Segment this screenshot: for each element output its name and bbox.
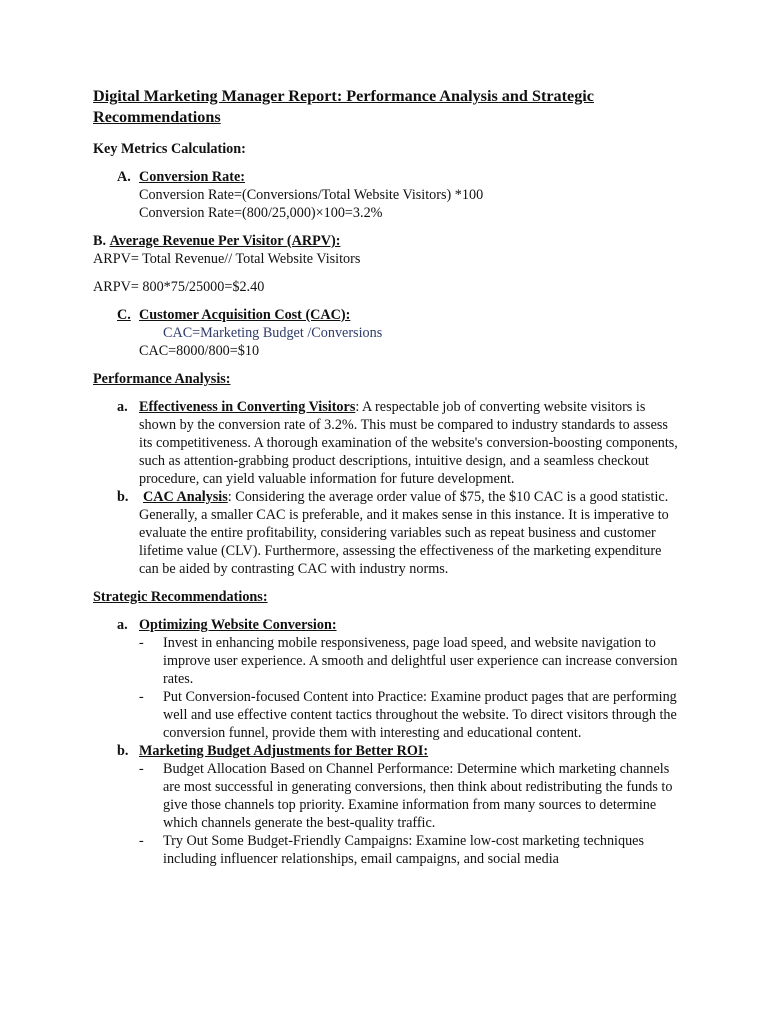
item-label: CAC Analysis bbox=[143, 489, 228, 505]
formula-line: Conversion Rate=(800/25,000)×100=3.2% bbox=[139, 205, 383, 221]
formula-line: CAC=Marketing Budget /Conversions bbox=[163, 325, 383, 341]
report-title: Digital Marketing Manager Report: Performance Analysis and Strategic Recommendations bbox=[93, 87, 594, 126]
list-item bbox=[93, 832, 683, 868]
bullet-text: Try Out Some Budget-Friendly Campaigns: Examine low-cost marketing techniques including influencer relationships, email campaigns, and social media bbox=[163, 833, 644, 867]
list-marker: b. bbox=[117, 743, 129, 759]
list-item bbox=[93, 760, 683, 832]
list-item bbox=[93, 688, 683, 742]
document-page bbox=[93, 86, 683, 868]
metric-label: Customer Acquisition Cost (CAC): bbox=[139, 307, 351, 323]
item-label: Effectiveness in Converting Visitors bbox=[139, 399, 356, 415]
dash-marker: - bbox=[139, 689, 144, 705]
item-label: Optimizing Website Conversion: bbox=[139, 617, 337, 633]
list-marker: C. bbox=[117, 307, 131, 323]
metric-conversion-rate bbox=[93, 168, 683, 222]
strategic-item-budget-adjustments bbox=[93, 742, 683, 760]
metric-cac bbox=[93, 306, 683, 360]
list-marker: B. bbox=[93, 233, 107, 249]
list-marker: a. bbox=[117, 617, 128, 633]
performance-item-effectiveness bbox=[93, 398, 683, 488]
formula-line: ARPV= Total Revenue// Total Website Visitors bbox=[93, 251, 361, 267]
bullet-text: Invest in enhancing mobile responsiveness, page load speed, and website navigation to improve user experience. A smooth and delightful user experience can increase conversion rates. bbox=[163, 635, 678, 687]
bullet-text: Budget Allocation Based on Channel Performance: Determine which marketing channels are most successful in generating conversions, then think about redistributing the funds to give those channels top priority. Examine information from many sources to determine which channels generate the best-quality traffic. bbox=[163, 761, 673, 831]
performance-heading: Performance Analysis: bbox=[93, 371, 231, 387]
item-text: : A respectable job of converting website visitors is shown by the conversion rate of 3.2%. This must be compared to industry standards to assess its competitiveness. A thorough examination of the website's conversion-boosting components, such as attention-grabbing product descriptions, intuitive design, and a seamless checkout procedure, can yield valuable information for future development. bbox=[139, 399, 678, 487]
strategic-item-website-conversion bbox=[93, 616, 683, 634]
bullet-text: Put Conversion-focused Content into Practice: Examine product pages that are performing well and use effective content tactics throughout the website. To direct visitors through the conversion funnel, provide them with interesting and educational content. bbox=[163, 689, 677, 741]
item-label: Marketing Budget Adjustments for Better ROI: bbox=[139, 743, 429, 759]
list-marker: b. bbox=[117, 489, 129, 505]
metric-label: Conversion Rate: bbox=[139, 169, 245, 185]
formula-line: Conversion Rate=(Conversions/Total Website Visitors) *100 bbox=[139, 187, 484, 203]
metric-arpv bbox=[93, 232, 683, 250]
dash-marker: - bbox=[139, 833, 144, 849]
list-item bbox=[93, 634, 683, 688]
list-marker: A. bbox=[117, 169, 131, 185]
formula-line: ARPV= 800*75/25000=$2.40 bbox=[93, 279, 265, 295]
key-metrics-heading: Key Metrics Calculation: bbox=[93, 141, 246, 157]
performance-item-cac-analysis bbox=[93, 488, 683, 578]
dash-marker: - bbox=[139, 761, 144, 777]
item-text: : Considering the average order value of $75, the $10 CAC is a good statistic. Generally, a smaller CAC is preferable, and it makes sense in this instance. It is imperative to evaluate the entire profitability, considering variables such as repeat business and customer lifetime value (CLV). Furthermore, assessing the effectiveness of the marketing expenditure can be aided by contrasting CAC with industry norms. bbox=[139, 489, 669, 577]
strategic-heading: Strategic Recommendations: bbox=[93, 589, 268, 605]
list-marker: a. bbox=[117, 399, 128, 415]
metric-label: Average Revenue Per Visitor (ARPV): bbox=[109, 233, 341, 249]
formula-line: CAC=8000/800=$10 bbox=[139, 343, 260, 359]
dash-marker: - bbox=[139, 635, 144, 651]
